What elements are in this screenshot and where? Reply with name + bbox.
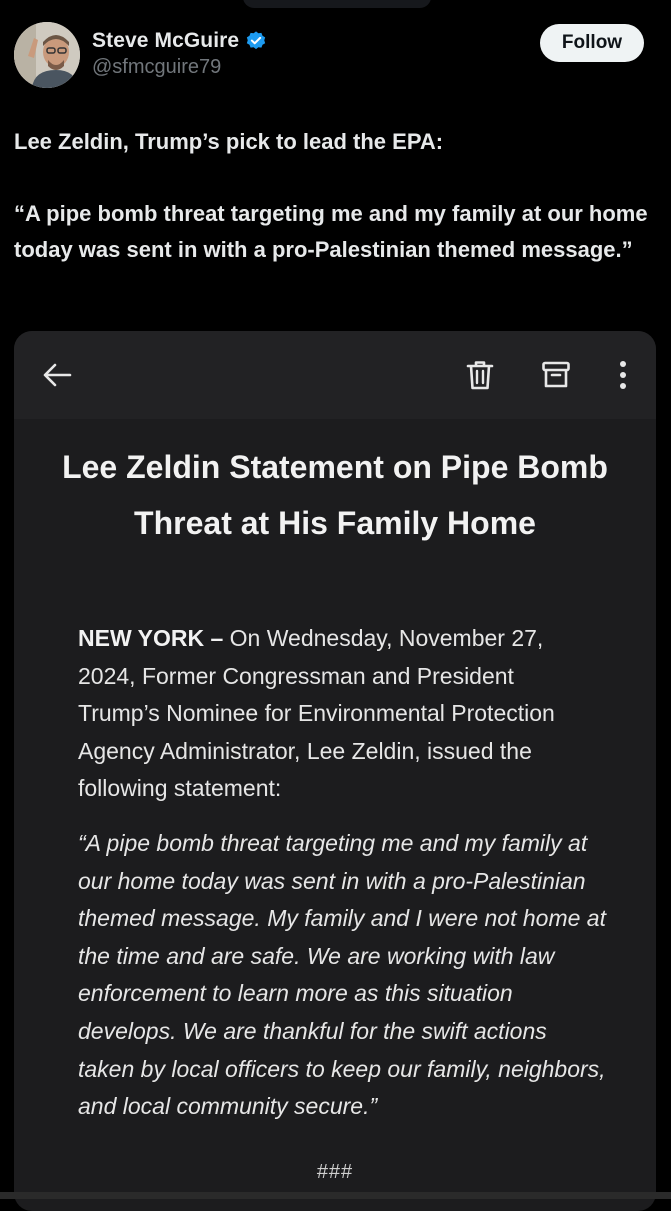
email-quote: “A pipe bomb threat targeting me and my family at our home today was sent in with a pro-Palestinian themed message. My family and I were not home at the time and are safe. We are working with law enforcement to learn more as this situation develops. We are thankful for the swift actions taken by local officers to keep our family, neighbors, and local community secure.” bbox=[78, 830, 606, 1120]
email-end-mark: ### bbox=[316, 1161, 354, 1183]
bottom-edge-bar bbox=[0, 1192, 671, 1199]
trash-icon[interactable] bbox=[462, 357, 498, 393]
verified-badge-icon bbox=[245, 30, 267, 52]
author-name-row bbox=[92, 28, 267, 54]
avatar-image bbox=[14, 22, 80, 88]
more-vertical-icon[interactable] bbox=[605, 357, 641, 393]
tweet-text-quote: “A pipe bomb threat targeting me and my family at our home today was sent in with a pro-Palestinian themed message.” bbox=[14, 201, 648, 262]
tweet-header bbox=[14, 22, 654, 90]
email-intro-paragraph bbox=[78, 620, 598, 808]
author-handle[interactable]: @sfmcguire79 bbox=[92, 56, 222, 78]
email-title: Lee Zeldin Statement on Pipe Bomb Threat at His Family Home bbox=[62, 449, 608, 541]
avatar[interactable] bbox=[14, 22, 80, 88]
archive-icon[interactable] bbox=[538, 357, 574, 393]
display-name[interactable]: Steve McGuire bbox=[92, 29, 240, 52]
email-toolbar bbox=[14, 331, 656, 419]
email-dateline: NEW YORK – bbox=[78, 625, 224, 651]
email-intro-text: On Wednesday, November 27, 2024, Former Congressman and President Trump’s Nominee for Environmental Protection Agency Administrator, Lee Zeldin, issued the following statement: bbox=[78, 625, 555, 801]
top-edge-pill bbox=[243, 0, 431, 8]
follow-button[interactable]: Follow bbox=[540, 24, 644, 62]
tweet-media-screenshot[interactable] bbox=[14, 331, 656, 1211]
tweet-text bbox=[14, 124, 654, 268]
tweet-text-line-1: Lee Zeldin, Trump’s pick to lead the EPA: bbox=[14, 129, 444, 154]
back-arrow-icon[interactable] bbox=[39, 357, 75, 393]
